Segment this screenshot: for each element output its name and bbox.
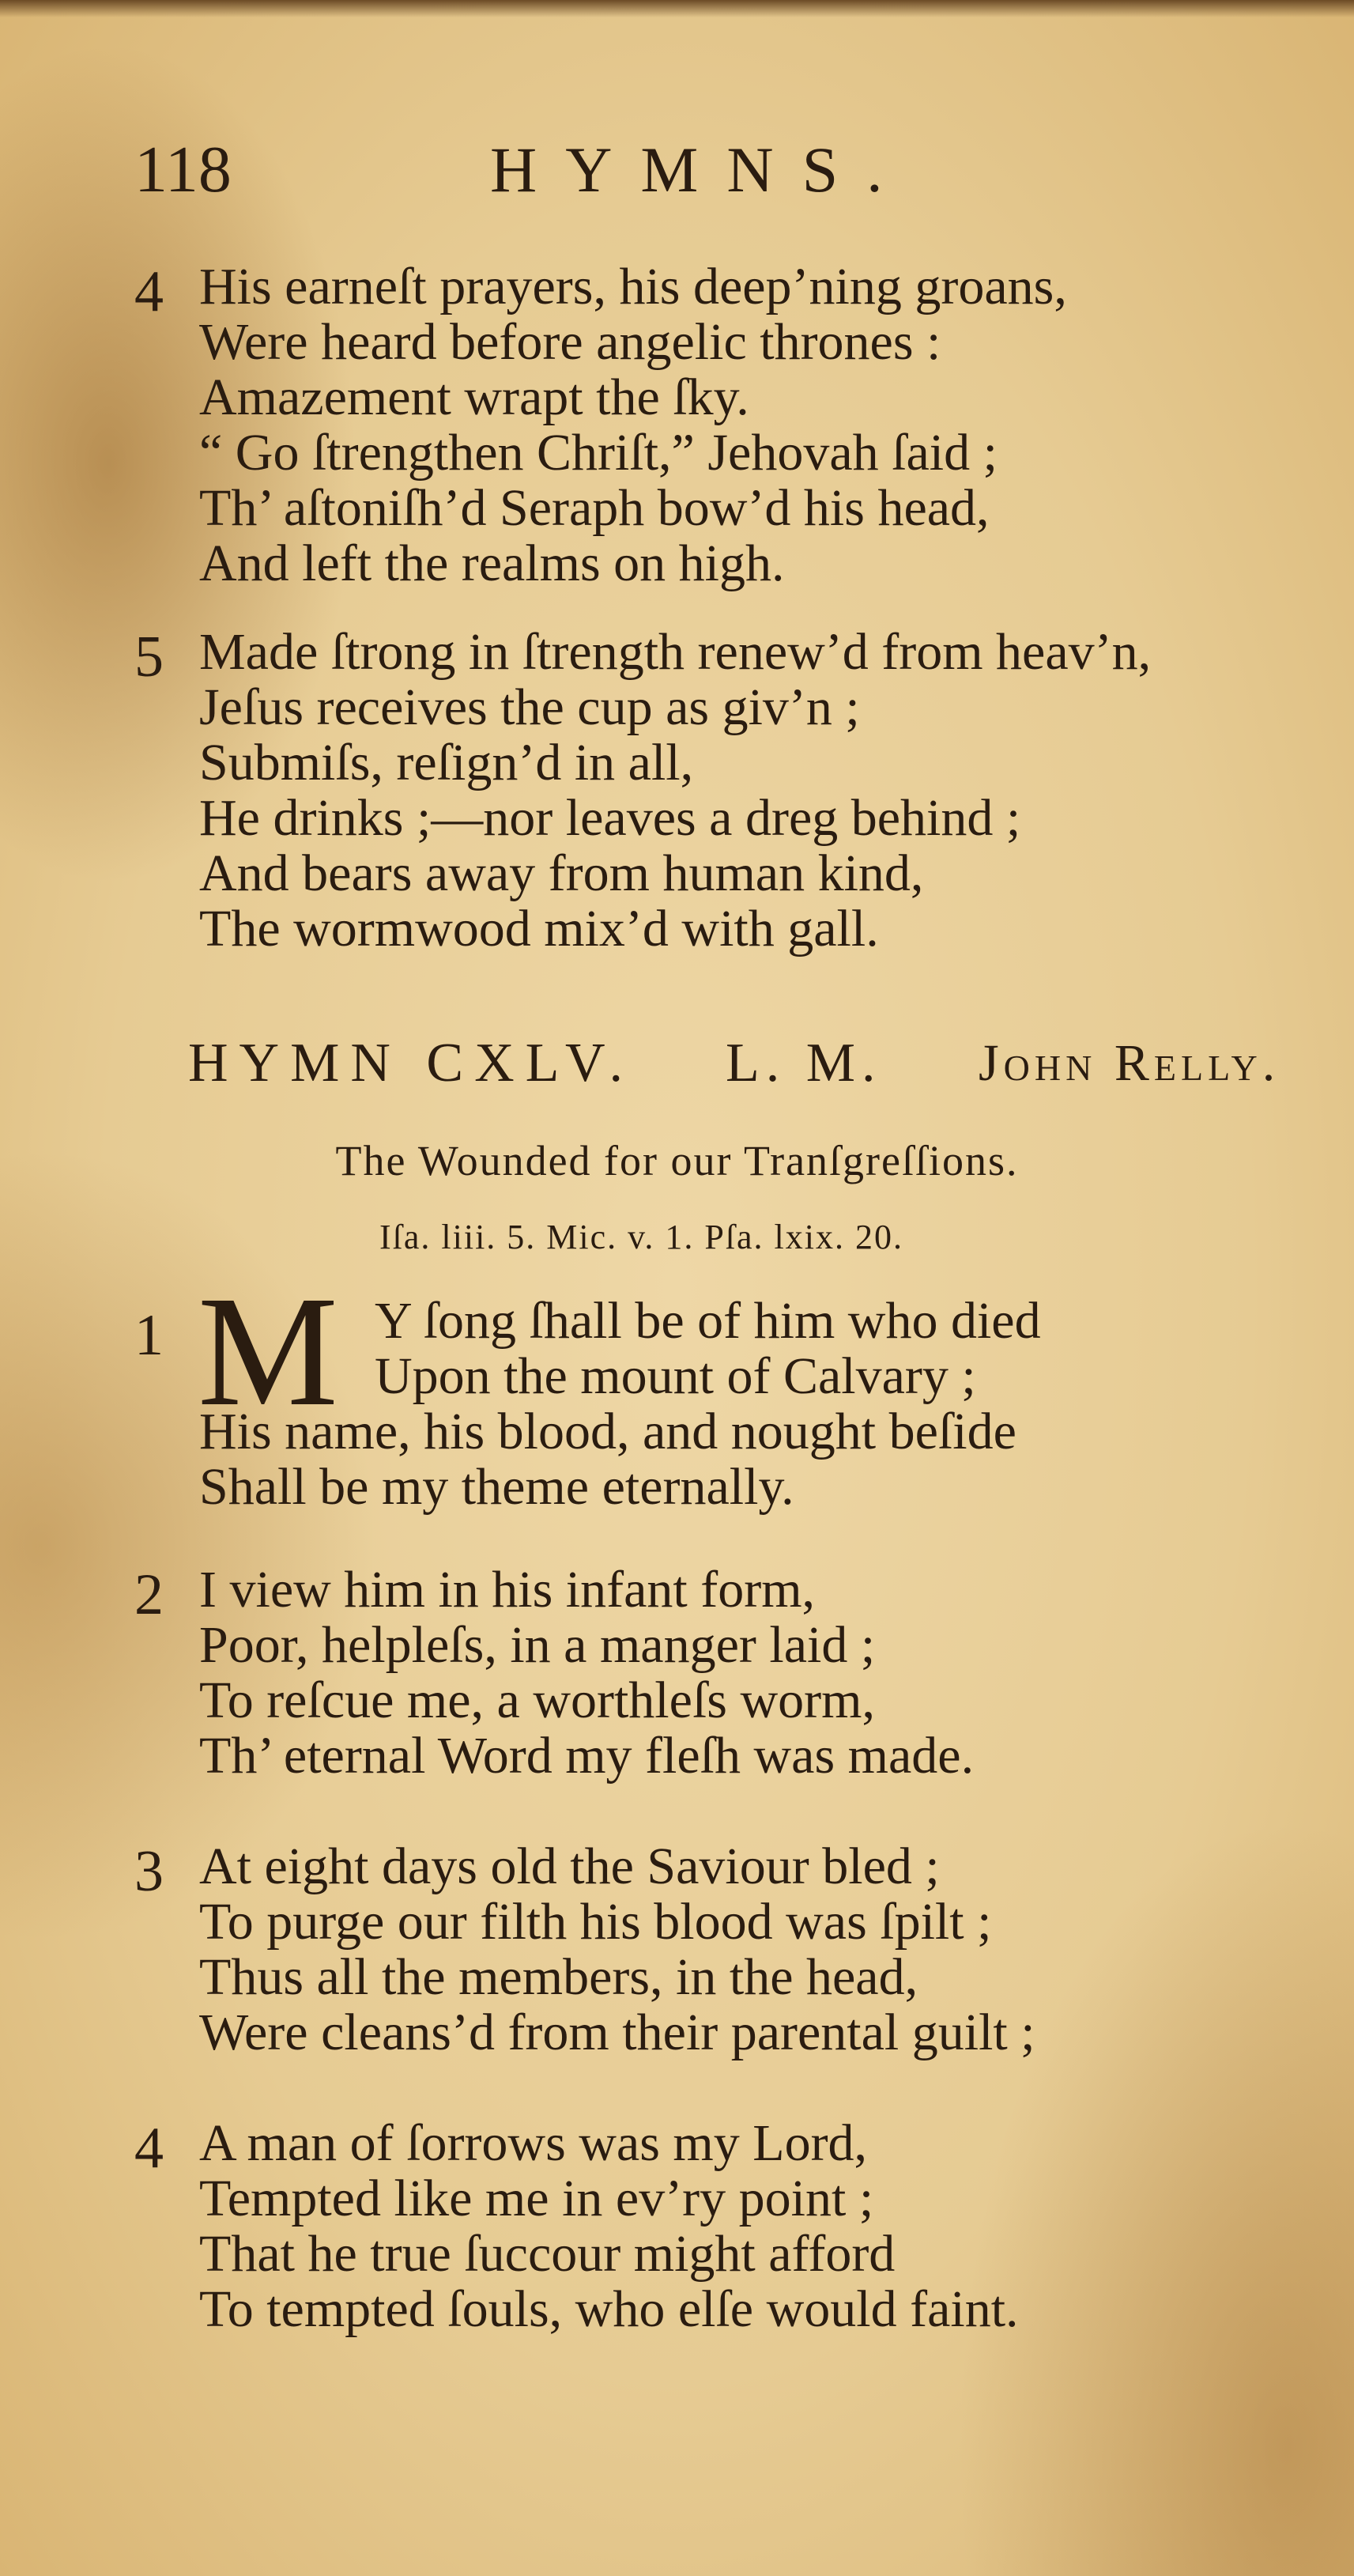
hymn-author: John Relly. [979,1034,1280,1092]
stanza-number: 4 [134,2116,164,2181]
verse-line: Were heard before angelic thrones : [199,313,941,371]
verse-line: Made ſtrong in ſtrength renew’d from heav’n, [199,623,1152,681]
verse-line: And bears away from human kind, [199,844,924,902]
page-number: 118 [134,133,232,206]
verse-line: I view him in his infant form, [199,1561,816,1618]
stanza-number: 3 [134,1839,164,1904]
hymn-heading: HYMN CXLV. [188,1033,634,1093]
verse-line: His earneſt prayers, his deep’ning groans, [199,258,1067,315]
verse-line: He drinks ;—nor leaves a dreg behind ; [199,789,1021,847]
verse-line: Tempted like me in ev’ry point ; [199,2170,874,2227]
stanza-number: 2 [134,1562,164,1627]
verse-line: To purge our filth his blood was ſpilt ; [199,1893,992,1951]
verse-line: Jeſus receives the cup as giv’n ; [199,678,860,736]
verse-line: Th’ aſtoniſh’d Seraph bow’d his head, [199,479,990,537]
verse-line: Thus all the members, in the head, [199,1948,918,2006]
verse-line: Were cleans’d from their parental guilt ; [199,2004,1035,2061]
verse-line: And left the realms on high. [199,534,785,592]
verse-line: Amazement wrapt the ſky. [199,368,749,426]
scripture-references: Iſa. liii. 5. Mic. v. 1. Pſa. lxix. 20. [379,1218,903,1256]
page-top-edge [0,0,1354,17]
verse-line: Poor, helpleſs, in a manger laid ; [199,1616,876,1674]
verse-line: A man of ſorrows was my Lord, [199,2114,868,2172]
stanza-number: 4 [134,259,164,324]
stanza-number: 5 [134,625,164,689]
stanza-number: 1 [134,1303,164,1368]
verse-line: To tempted ſouls, who elſe would faint. [199,2280,1019,2338]
hymn-meter: L. M. [726,1033,882,1093]
verse-line: Y ſong ſhall be of him who died [375,1292,1041,1350]
hymn-subtitle: The Wounded for our Tranſgreſſions. [335,1137,1019,1184]
verse-line: Upon the mount of Calvary ; [375,1347,976,1405]
drop-cap: M [198,1264,334,1439]
page-header [0,127,1354,213]
verse-line: At eight days old the Saviour bled ; [199,1838,940,1895]
verse-line: To reſcue me, a worthleſs worm, [199,1671,875,1729]
verse-line: “ Go ſtrengthen Chriſt,” Jehovah ſaid ; [199,424,998,482]
verse-line: The wormwood mix’d with gall. [199,900,879,958]
verse-line: Th’ eternal Word my fleſh was made. [199,1727,975,1785]
running-head: HYMNS. [490,134,911,206]
verse-line: His name, his blood, and nought beſide [199,1403,1016,1460]
hymn-title [188,1020,1326,1107]
verse-line: Shall be my theme eternally. [199,1458,794,1516]
verse-line: That he true ſuccour might afford [199,2225,896,2283]
verse-line: Submiſs, reſign’d in all, [199,734,694,791]
